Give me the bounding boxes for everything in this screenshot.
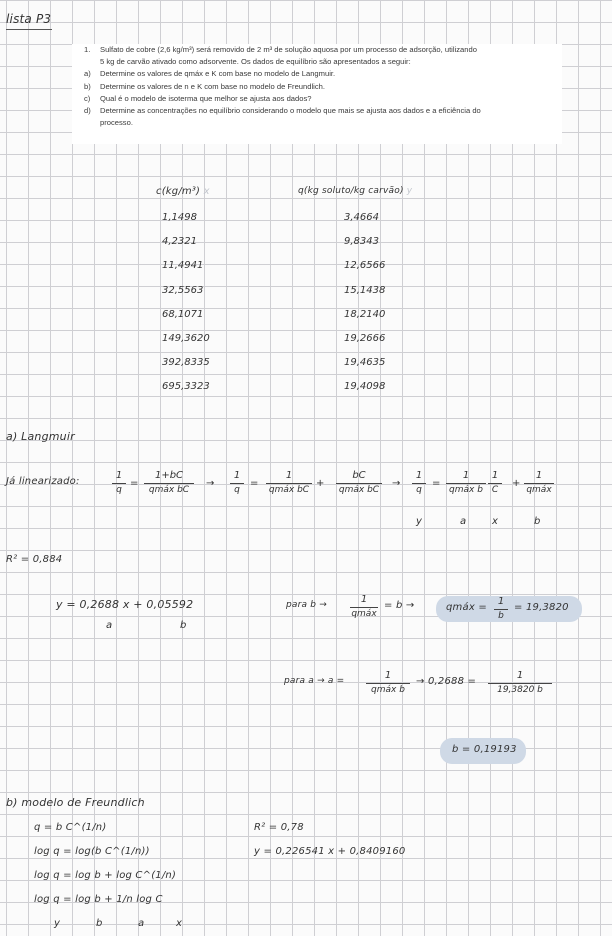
a-num-frac (488, 670, 552, 696)
denominator: qmáx b (449, 485, 483, 495)
q-values-column (344, 212, 385, 406)
table-cell: 15,1438 (344, 284, 386, 296)
denominator: q (234, 485, 240, 495)
denominator: C (491, 485, 499, 495)
fit-b-label: b (180, 620, 187, 631)
numerator: 1 (115, 470, 123, 481)
table-cell: 4,2321 (162, 236, 197, 248)
item-text: Determine os valores de n e K com base no modelo de Freundlich. (100, 81, 325, 91)
denominator: q (416, 485, 422, 495)
col-c-header (156, 186, 210, 197)
eq2-term2 (336, 470, 382, 496)
freundlich-label-x: x (176, 918, 182, 929)
a-eq-frac (366, 670, 410, 696)
item-text: Determine os valores de qmáx e K com base no modelo de Langmuir. (100, 69, 336, 79)
item-letter: b) (84, 81, 91, 91)
denominator: qmáx (526, 485, 552, 495)
table-cell: 19,2666 (344, 332, 386, 344)
question-item-d-continued: processo. (100, 118, 133, 128)
numerator: 1 (516, 670, 524, 681)
numerator: 1 (233, 470, 241, 481)
question-text-1: Sulfato de cobre (2,6 kg/m³) será removido de 2 m³ de solução aquosa por um processo de adsorção, utilizando (100, 45, 477, 54)
item-letter: d) (84, 106, 91, 116)
question-item-b (72, 81, 562, 93)
freundlich-label-y: y (54, 918, 60, 929)
eq3-term2 (524, 470, 554, 496)
table-cell: 12,6566 (344, 260, 386, 272)
col-c-header-text: c(kg/m³) (156, 186, 201, 197)
b-eq-rhs: = b → (384, 600, 415, 611)
langmuir-fit: y = 0,2688 x + 0,05592 (56, 598, 194, 611)
question-item-d (72, 105, 562, 117)
fit-a-label: a (106, 620, 113, 631)
part-b-title: b) modelo de Freundlich (6, 796, 145, 809)
plus-sign: + (512, 478, 521, 489)
table-cell: 3,4664 (344, 212, 379, 223)
freundlich-label-a: a (138, 918, 145, 929)
arrow: → (392, 478, 401, 489)
table-cell: 695,3323 (162, 381, 210, 393)
denominator: qmáx bC (338, 485, 380, 495)
equals-sign: = (130, 478, 139, 489)
numerator: 1 (535, 470, 543, 481)
table-cell: 19,4098 (344, 381, 386, 393)
eq1-lhs (112, 470, 126, 496)
freundlich-fit: y = 0,226541 x + 0,8409160 (254, 846, 406, 857)
col-q-header-text: q(kg soluto/kg carvão) (298, 186, 404, 196)
eq3-lhs (412, 470, 426, 496)
numerator: 1 (491, 470, 499, 481)
label-y: y (416, 516, 422, 527)
numerator: 1 (497, 596, 505, 607)
col-q-var: y (406, 186, 413, 196)
plus-sign: + (316, 478, 325, 489)
label-a: a (460, 516, 467, 527)
col-c-var: x (203, 186, 210, 197)
numerator: 1 (285, 470, 293, 481)
langmuir-r2: R² = 0,884 (6, 554, 63, 565)
denominator: b (498, 611, 504, 621)
freundlich-r2: R² = 0,78 (254, 822, 304, 833)
table-cell: 68,1071 (162, 308, 204, 320)
denominator: 19,3820 b (497, 685, 543, 695)
numerator: bC (352, 470, 366, 481)
question-number: 1. (84, 45, 91, 54)
qmax-value: = 19,3820 (514, 602, 569, 613)
table-cell: 19,4635 (344, 357, 386, 369)
question-item-a (72, 68, 562, 80)
eq2-lhs (230, 470, 244, 496)
arrow: → (206, 478, 215, 489)
denominator: q (116, 485, 122, 495)
item-text: Qual é o modelo de isoterma que melhor se ajusta aos dados? (100, 93, 312, 103)
numerator: 1 (360, 594, 368, 605)
equals-sign: = (250, 478, 259, 489)
numerator: 1 (415, 470, 423, 481)
question-line-2: 5 kg de carvão ativado como adsorvente. Os dados de equilíbrio são apresentados a seguir: (100, 57, 411, 67)
numerator: 1 (462, 470, 470, 481)
freundlich-line-2: log q = log(b C^(1/n)) (34, 846, 150, 857)
table-cell: 1,1498 (162, 212, 197, 223)
denominator: qmáx (351, 609, 377, 619)
part-a-title: a) Langmuir (6, 430, 75, 443)
b-eq-frac (350, 594, 378, 620)
qmax-lhs: qmáx = (446, 602, 487, 613)
col-q-header (298, 186, 412, 196)
c-values-column (162, 212, 210, 406)
linearize-label: Já linearizado: (6, 476, 80, 487)
table-cell: 32,5563 (162, 284, 204, 296)
b-result: b = 0,19193 (452, 744, 517, 755)
freundlich-label-b: b (96, 918, 103, 929)
item-text: Determine as concentrações no equilíbrio considerando o modelo que mais se ajusta aos dados e a eficiência do (100, 106, 481, 116)
item-letter: a) (84, 69, 91, 79)
numerator: 1+bC (154, 470, 184, 481)
table-cell: 149,3620 (162, 332, 210, 344)
label-b: b (534, 516, 541, 527)
question-line-1 (72, 44, 562, 56)
eq3-term1 (446, 470, 486, 496)
freundlich-line-3: log q = log b + log C^(1/n) (34, 870, 177, 881)
para-b-label: para b → (286, 600, 328, 610)
denominator: qmáx b (371, 685, 405, 695)
title-underline (6, 29, 52, 30)
eq1-rhs (144, 470, 194, 496)
a-eq-arrow: → 0,2688 = (416, 676, 477, 687)
label-x: x (492, 516, 498, 527)
freundlich-line-1: q = b C^(1/n) (34, 822, 107, 833)
para-a-label: para a → a = (284, 676, 345, 686)
table-cell: 392,8335 (162, 357, 210, 369)
table-cell: 18,2140 (344, 308, 386, 320)
numerator: 1 (384, 670, 392, 681)
freundlich-line-4: log q = log b + 1/n log C (34, 894, 163, 905)
question-item-c (72, 93, 562, 105)
table-cell: 9,8343 (344, 236, 379, 248)
item-letter: c) (84, 93, 91, 103)
equals-sign: = (432, 478, 441, 489)
eq3-c (488, 470, 502, 496)
qmax-frac (494, 596, 508, 622)
denominator: qmáx bC (268, 485, 310, 495)
denominator: qmáx bC (148, 485, 190, 495)
question-block (72, 44, 562, 144)
page-title: lista P3 (6, 12, 52, 26)
table-cell: 11,4941 (162, 260, 204, 272)
eq2-term1 (266, 470, 312, 496)
